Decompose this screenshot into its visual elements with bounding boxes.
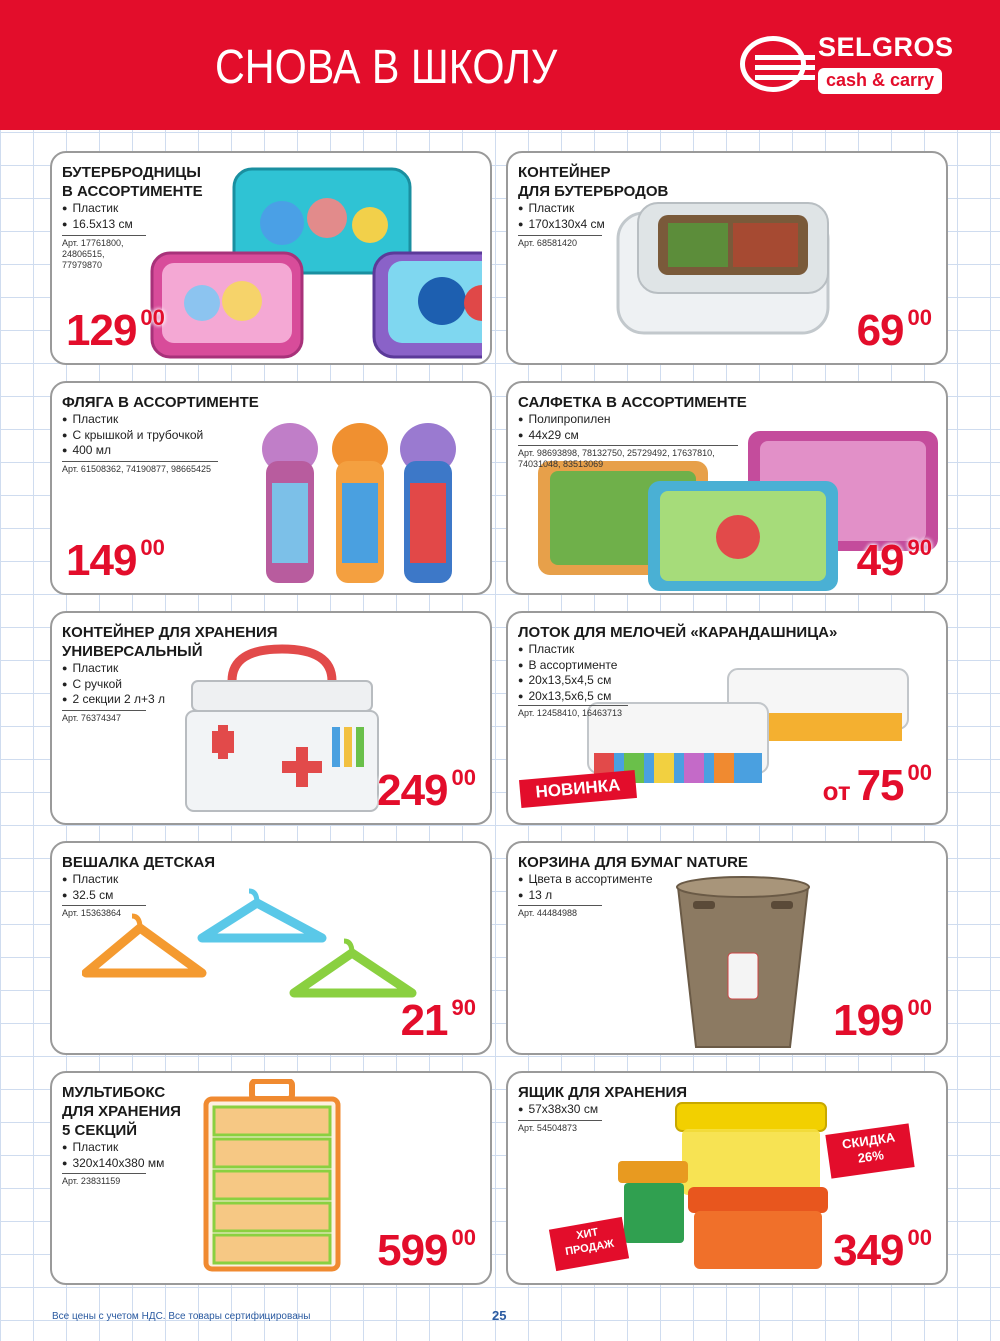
price-main: 249 (377, 766, 448, 815)
spec-item: ● Пластик (518, 201, 748, 217)
price-main: 49 (856, 536, 904, 585)
price-cents: 00 (451, 1225, 476, 1250)
product-title: ЯЩИК ДЛЯ ХРАНЕНИЯ (518, 1084, 688, 1101)
product-specs (62, 201, 292, 232)
product-card-multibox[interactable] (50, 1071, 492, 1285)
spec-item: ● С крышкой и трубочкой (62, 428, 292, 444)
spec-item: ● 320х140х380 мм (62, 1156, 292, 1172)
logo-tagline: cash & carry (818, 68, 942, 94)
product-title: КОРЗИНА ДЛЯ БУМАГ NATURE (518, 854, 748, 871)
price-main: 199 (833, 996, 904, 1045)
price-cents: 90 (907, 535, 932, 560)
spec-item: ● 20х13,5х6,5 см (518, 689, 748, 705)
product-card-lunchboxes[interactable] (50, 151, 492, 365)
price (377, 1212, 476, 1277)
spec-item: ● 13 л (518, 888, 748, 904)
spec-item: ● Пластик (62, 201, 292, 217)
logo-mark-icon (740, 36, 806, 92)
product-specs (518, 412, 748, 443)
product-card-kids-hanger[interactable] (50, 841, 492, 1055)
spec-item: ● С ручкой (62, 677, 292, 693)
price-main: 129 (66, 306, 137, 355)
product-card-paper-basket[interactable] (506, 841, 948, 1055)
product-specs (62, 1140, 292, 1171)
spec-item: ● 400 мл (62, 443, 292, 459)
spec-item: ● Пластик (62, 661, 292, 677)
spec-item: ● Пластик (62, 412, 292, 428)
product-specs (62, 872, 292, 903)
price-main: 149 (66, 536, 137, 585)
price-cents: 00 (451, 765, 476, 790)
new-badge: НОВИНКА (519, 770, 637, 808)
product-card-pencil-tray[interactable] (506, 611, 948, 825)
price-main: 21 (400, 996, 448, 1045)
product-specs (62, 661, 292, 708)
page-number: 25 (492, 1308, 507, 1323)
spec-item: ● 44х29 см (518, 428, 748, 444)
product-card-storage-box[interactable] (506, 1071, 948, 1285)
article-number: Арт. 23831159 (62, 1173, 146, 1187)
price-cents: 90 (451, 995, 476, 1020)
page-title: СНОВА В ШКОЛУ (215, 41, 558, 94)
price-cents: 00 (907, 1225, 932, 1250)
spec-item: ● 170х130х4 см (518, 217, 748, 233)
product-title: БУТЕРБРОДНИЦЫ В АССОРТИМЕНТЕ (62, 164, 203, 200)
product-title: КОНТЕЙНЕР ДЛЯ БУТЕРБРОДОВ (518, 164, 669, 200)
spec-item: ● 57х38х30 см (518, 1102, 748, 1118)
article-number: Арт. 61508362, 74190877, 98665425 (62, 461, 218, 475)
discount-badge: СКИДКА 26% (825, 1123, 914, 1178)
product-title: ВЕШАЛКА ДЕТСКАЯ (62, 854, 216, 871)
spec-item: ● Пластик (62, 872, 292, 888)
product-title: МУЛЬТИБОКС ДЛЯ ХРАНЕНИЯ 5 СЕКЦИЙ (62, 1084, 181, 1139)
price-cents: 00 (907, 760, 932, 785)
product-specs (62, 412, 292, 459)
product-title: ФЛЯГА В АССОРТИМЕНТЕ (62, 394, 259, 411)
price-main: 599 (377, 1226, 448, 1275)
spec-item: ● Пластик (62, 1140, 292, 1156)
footer-note: Все цены с учетом НДС. Все товары сертифицированы (52, 1311, 311, 1322)
spec-item: ● Полипропилен (518, 412, 748, 428)
price (833, 1212, 932, 1277)
spec-item: ● Пластик (518, 642, 748, 658)
product-title: САЛФЕТКА В АССОРТИМЕНТЕ (518, 394, 747, 411)
spec-item: ● 16.5х13 см (62, 217, 292, 233)
spec-item: ● 2 секции 2 л+3 л (62, 692, 292, 708)
price (401, 982, 476, 1047)
storage-box-image (618, 1099, 828, 1279)
price-cents: 00 (140, 305, 165, 330)
product-card-sandwich-container[interactable] (506, 151, 948, 365)
price-main: 349 (833, 1226, 904, 1275)
product-title: ЛОТОК ДЛЯ МЕЛОЧЕЙ «КАРАНДАШНИЦА» (518, 624, 838, 641)
article-number: Арт. 15363864 (62, 905, 146, 919)
price (66, 522, 165, 587)
product-specs (518, 642, 748, 704)
price (823, 747, 932, 817)
bestseller-badge: ХИТ ПРОДАЖ (549, 1217, 629, 1271)
price (857, 522, 932, 587)
page-header (0, 0, 1000, 130)
selgros-logo (740, 30, 960, 100)
price-prefix: от (822, 776, 851, 806)
spec-item: ● В ассортименте (518, 658, 748, 674)
article-number: Арт. 12458410, 16463713 (518, 705, 628, 719)
article-number: Арт. 76374347 (62, 710, 146, 724)
price-main: 75 (856, 761, 904, 810)
spec-item: ● Цвета в ассортименте (518, 872, 748, 888)
price-cents: 00 (907, 305, 932, 330)
price-cents: 00 (907, 995, 932, 1020)
product-card-flask[interactable] (50, 381, 492, 595)
price (833, 982, 932, 1047)
price-main: 69 (856, 306, 904, 355)
article-number: Арт. 98693898, 78132750, 25729492, 17637810, 74031048, 83513069 (518, 445, 738, 470)
price (377, 752, 476, 817)
article-number: Арт. 44484988 (518, 905, 602, 919)
article-number: Арт. 17761800, 24806515, 77979870 (62, 235, 146, 271)
product-title: КОНТЕЙНЕР ДЛЯ ХРАНЕНИЯ УНИВЕРСАЛЬНЫЙ (62, 624, 278, 660)
article-number: Арт. 54504873 (518, 1120, 602, 1134)
article-number: Арт. 68581420 (518, 235, 602, 249)
logo-brand-name: SELGROS (818, 32, 954, 62)
price (857, 292, 932, 357)
spec-item: ● 20х13,5х4,5 см (518, 673, 748, 689)
product-specs (518, 1102, 748, 1118)
price-cents: 00 (140, 535, 165, 560)
product-card-storage-container[interactable] (50, 611, 492, 825)
spec-item: ● 32.5 см (62, 888, 292, 904)
product-specs (518, 201, 748, 232)
price (66, 292, 165, 357)
product-card-placemat[interactable] (506, 381, 948, 595)
product-specs (518, 872, 748, 903)
